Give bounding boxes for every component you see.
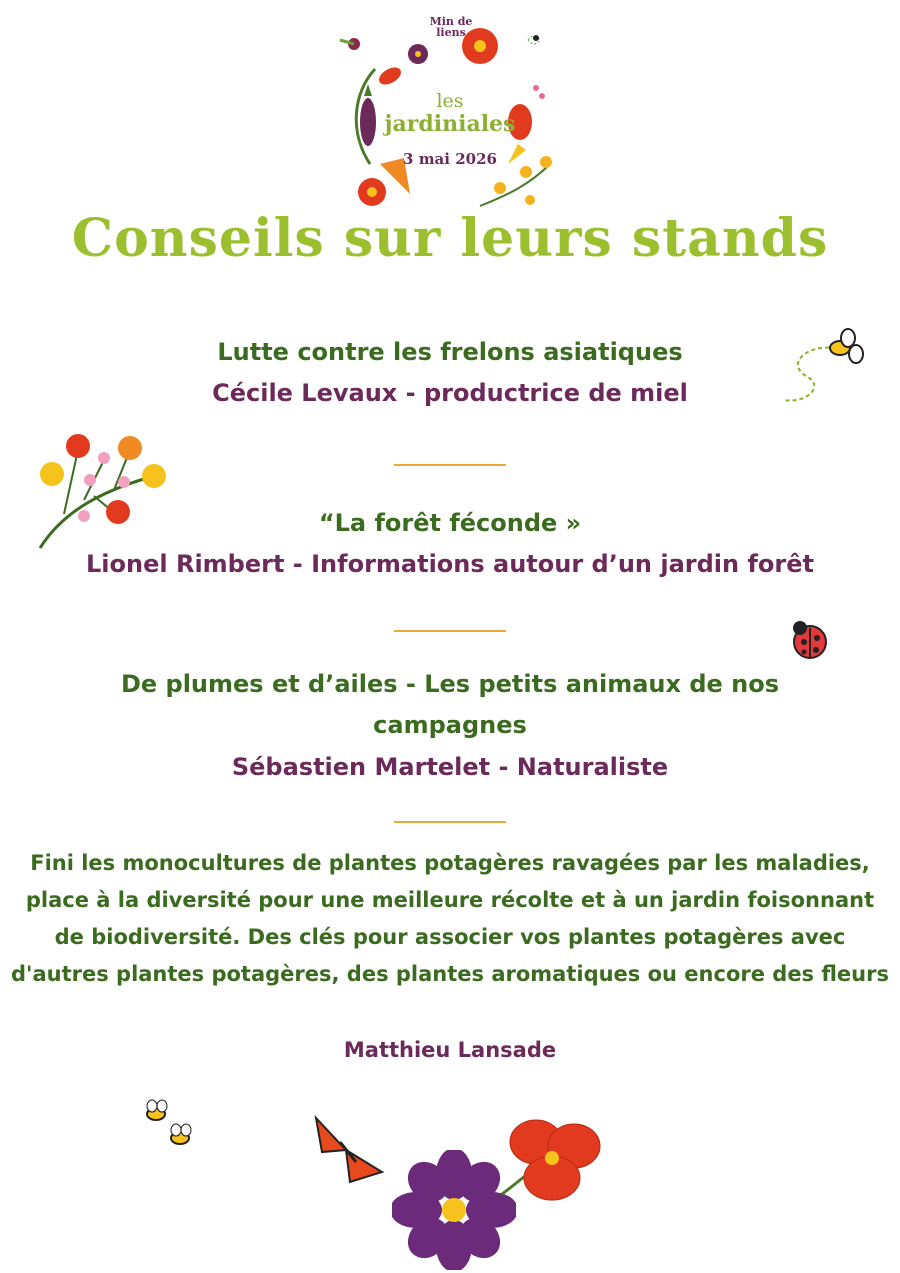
- logo-line1: les: [436, 90, 464, 112]
- section-3-title: De plumes et d’ailes - Les petits animaux de nos campagnes: [120, 670, 780, 739]
- section-2-speaker: Lionel Rimbert - Informations autour d’un jardin forêt: [86, 550, 814, 578]
- section-4-speaker: Matthieu Lansade: [343, 1038, 557, 1062]
- logo-brand: Min de liens: [429, 15, 473, 39]
- section-1-speaker: Cécile Levaux - productrice de miel: [212, 379, 688, 407]
- red-flower-icon: [496, 1114, 604, 1212]
- ladybug-icon: [784, 614, 838, 666]
- separator: [394, 821, 506, 823]
- page-title: Conseils sur leurs stands: [71, 208, 829, 269]
- logo-line2: jardiniales: [384, 111, 516, 137]
- section-1-title: Lutte contre les frelons asiatiques: [217, 338, 683, 366]
- section-3-speaker: Sébastien Martelet - Naturaliste: [231, 753, 669, 781]
- bees-icon: [138, 1098, 202, 1154]
- event-logo: [330, 14, 570, 214]
- butterfly-icon: [310, 1112, 386, 1186]
- section-2-title: “La forêt féconde »: [318, 509, 582, 537]
- event-date: 3 mai 2026: [403, 150, 497, 168]
- separator: [394, 630, 506, 632]
- section-4-text: Fini les monocultures de plantes potagères ravagées par les maladies, place à la diversité pour une meilleure récolte et à un jardin foisonnant de biodiversité. Des clés pour associer vos plantes potagères avec d'autres plantes potagères, des plantes aromatiques ou encore des fleurs: [11, 851, 889, 986]
- separator: [394, 464, 506, 466]
